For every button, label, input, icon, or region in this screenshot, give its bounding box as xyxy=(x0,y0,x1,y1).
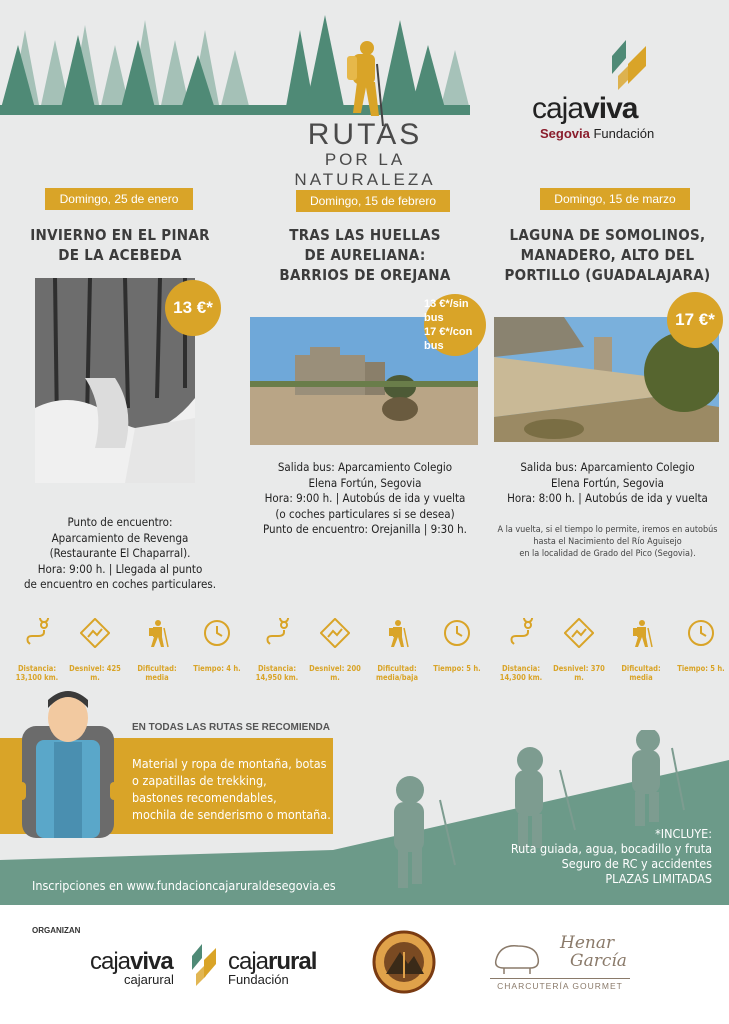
info-line: Punto de encuentro: xyxy=(67,515,173,529)
route2-title-line: TRAS LAS HUELLAS xyxy=(289,226,441,244)
route3-title-line: LAGUNA DE SOMOLINOS, xyxy=(509,226,706,244)
difficulty-hiker-icon xyxy=(626,618,656,648)
route3-price: 17 €* xyxy=(675,310,715,329)
stat-difficulty-label: Dificultad: media xyxy=(137,664,177,682)
stat-distance-label: Distancia: 14,300 km. xyxy=(499,664,543,682)
recom-line: mochila de senderismo o montaña. xyxy=(132,807,331,822)
note-line: en la localidad de Grado del Pico (Segovia). xyxy=(519,549,696,559)
info-line: (Restaurante El Chaparral). xyxy=(49,546,191,560)
sub-city: Segovia xyxy=(540,126,590,141)
recom-line: Material y ropa de montaña, botas xyxy=(132,756,327,771)
route3-note xyxy=(490,524,725,560)
hiker-logo-icon xyxy=(333,38,393,128)
pig-icon xyxy=(490,940,546,974)
route1-price-badge xyxy=(165,280,221,336)
route3-info xyxy=(490,460,725,507)
info-line: Aparcamiento de Revenga xyxy=(51,530,189,545)
logo2-sub: Fundación xyxy=(228,972,289,987)
route-pin-icon xyxy=(262,618,292,648)
stat-time-label: Tiempo: 4 h. xyxy=(193,664,241,673)
note-line: hasta el Nacimiento del Río Aguisejo xyxy=(533,537,682,547)
route1-date: Domingo, 25 de enero xyxy=(45,188,193,210)
stat-time-label: Tiempo: 5 h. xyxy=(433,664,481,673)
route3-title-line: MANADERO, ALTO DEL xyxy=(520,246,695,264)
info-line: Elena Fortún, Segovia xyxy=(308,475,422,490)
brand-bold: viva xyxy=(583,92,638,125)
route1-title-line: DE LA ACEBEDA xyxy=(58,246,182,264)
recom-line: bastones recomendables, xyxy=(132,790,277,805)
stat-distance-label: Distancia: 13,100 km. xyxy=(15,664,59,682)
organizan-label: ORGANIZAN xyxy=(32,926,81,935)
route1-price: 13 €* xyxy=(173,298,213,317)
info-line: Salida bus: Aparcamiento Colegio xyxy=(520,460,695,474)
inscriptions-link[interactable]: Inscripciones en www.fundacioncajaruraldesegovia.es xyxy=(32,878,336,893)
henar-line1: Henar xyxy=(560,933,615,953)
henar-sub: CHARCUTERÍA GOURMET xyxy=(490,978,630,991)
brand-light: caja xyxy=(532,92,584,125)
route2-title-line: BARRIOS DE OREJANA xyxy=(279,266,451,284)
henar-line2: García xyxy=(570,951,627,971)
sub-rest: Fundación xyxy=(589,126,655,141)
route2-date: Domingo, 15 de febrero xyxy=(296,190,450,212)
stat-slope-label: Desnivel: 425 m. xyxy=(69,664,121,682)
clock-icon xyxy=(202,618,232,648)
difficulty-hiker-icon xyxy=(142,618,172,648)
note-line: A la vuelta, si el tiempo lo permite, iremos en autobús xyxy=(497,525,718,535)
footer-mark-icon xyxy=(190,938,220,990)
logo2-bold: rural xyxy=(268,948,317,975)
route2-title xyxy=(250,225,480,285)
elevation-icon xyxy=(80,618,110,648)
cajaviva-subline xyxy=(540,126,702,141)
logo1-bold: viva xyxy=(130,948,173,975)
stat-slope-label: Desnivel: 370 m. xyxy=(553,664,605,682)
logo1-light: caja xyxy=(90,948,131,975)
recom-line: o zapatillas de trekking, xyxy=(132,773,267,788)
cajaviva-logo xyxy=(532,92,702,141)
info-line: Punto de encuentro: Orejanilla | 9:30 h. xyxy=(263,522,467,536)
title-line1: RUTAS xyxy=(307,118,423,151)
stat-difficulty-label: Dificultad: media/baja xyxy=(375,664,418,682)
route2-price-badge xyxy=(424,294,486,356)
info-line: Hora: 9:00 h. | Llegada al punto xyxy=(37,561,203,576)
includes-line: *INCLUYE: xyxy=(655,826,712,841)
footer-logo-cajaviva xyxy=(90,948,174,987)
stat-slope-label: Desnivel: 200 m. xyxy=(309,664,361,682)
route1-title xyxy=(10,225,230,265)
route-pin-icon xyxy=(22,618,52,648)
info-line: de encuentro en coches particulares. xyxy=(23,577,217,591)
club-seal-logo-icon xyxy=(372,930,436,994)
poster-title xyxy=(260,120,470,190)
route1-title-line: INVIERNO EN EL PINAR xyxy=(30,226,210,244)
recommendation-title: EN TODAS LAS RUTAS SE RECOMIENDA xyxy=(132,722,330,733)
stat-time-label: Tiempo: 5 h. xyxy=(677,664,725,673)
info-line: Salida bus: Aparcamiento Colegio xyxy=(277,460,453,474)
route2-price-bus: 17 €*/con bus xyxy=(424,326,473,352)
route2-price-nobus: 13 €*/sin bus xyxy=(424,298,469,324)
info-line: Elena Fortún, Segovia xyxy=(551,475,664,490)
stat-distance-label: Distancia: 14,950 km. xyxy=(255,664,299,682)
stat-difficulty-label: Dificultad: media xyxy=(621,664,661,682)
info-line: (o coches particulares si se desea) xyxy=(275,506,455,521)
route3-price-badge xyxy=(667,292,723,348)
elevation-icon xyxy=(564,618,594,648)
cajaviva-mark-icon xyxy=(608,36,652,94)
route3-title xyxy=(490,225,725,285)
title-line2: POR LA NATURALEZA xyxy=(294,150,436,189)
route2-info xyxy=(245,460,485,538)
route3-title-line: PORTILLO (GUADALAJARA) xyxy=(504,266,711,284)
info-line: Hora: 9:00 h. | Autobús de ida y vuelta xyxy=(264,491,466,505)
includes-line: PLAZAS LIMITADAS xyxy=(605,871,712,886)
includes-line: Seguro de RC y accidentes xyxy=(561,856,712,871)
footer-logo-cajarural xyxy=(228,948,316,987)
clock-icon xyxy=(686,618,716,648)
includes-box xyxy=(470,826,712,886)
route-pin-icon xyxy=(506,618,536,648)
info-line: Hora: 8:00 h. | Autobús de ida y vuelta xyxy=(507,491,708,505)
clock-icon xyxy=(442,618,472,648)
logo2-light: caja xyxy=(228,948,269,975)
cajaviva-wordmark xyxy=(532,92,702,126)
route3-date: Domingo, 15 de marzo xyxy=(540,188,690,210)
includes-line: Ruta guiada, agua, bocadillo y fruta xyxy=(510,841,712,856)
difficulty-hiker-icon xyxy=(382,618,412,648)
route2-title-line: DE AURELIANA: xyxy=(304,246,426,264)
route1-info xyxy=(10,515,230,593)
logo1-sub: cajarural xyxy=(124,972,174,987)
elevation-icon xyxy=(320,618,350,648)
